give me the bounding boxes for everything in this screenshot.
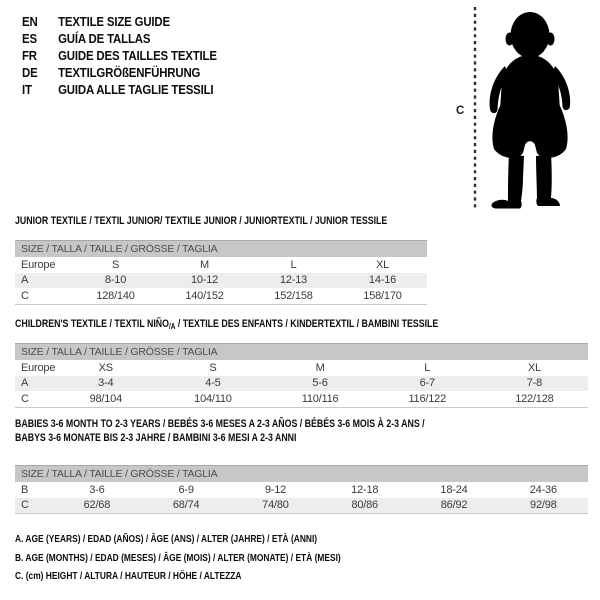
table-cell: 9-12 — [264, 483, 287, 496]
heading-text: / TEXTILE DES ENFANTS / KINDERTEXTIL / BAMBINI TESSILE — [175, 318, 439, 330]
table-cell: 5-6 — [312, 377, 328, 390]
row-label: A — [21, 377, 29, 390]
footnote-height-cm: C. (cm) HEIGHT / ALTURA / HAUTEUR / HÖHE / ALTEZZA — [15, 570, 242, 582]
table-cell: 4-5 — [205, 377, 221, 390]
babies-size-table — [15, 482, 588, 514]
size-header-band: SIZE / TALLA / TAILLE / GRÖSSE / TAGLIA — [15, 343, 588, 360]
lang-title: TEXTILGRÖßENFÜHRUNG — [58, 65, 201, 80]
table-cell: XL — [527, 361, 541, 374]
language-title-list — [22, 13, 243, 98]
table-cell: 110/116 — [301, 392, 339, 405]
table-row — [15, 273, 427, 289]
lang-title: GUIDA ALLE TAGLIE TESSILI — [58, 82, 214, 97]
table-cell: 6-9 — [178, 483, 194, 496]
size-header-band: SIZE / TALLA / TAILLE / GRÖSSE / TAGLIA — [15, 465, 588, 482]
table-cell: 152/158 — [274, 289, 313, 302]
table-cell: 62/68 — [83, 499, 111, 512]
row-label: C — [21, 289, 29, 302]
footnote-legend — [15, 530, 422, 586]
table-cell: 6-7 — [419, 377, 435, 390]
table-cell: M — [200, 258, 209, 271]
row-label: B — [21, 483, 29, 496]
table-cell: XS — [98, 361, 113, 374]
footnote-age-months: B. AGE (MONTHS) / EDAD (MESES) / ÂGE (MOIS) / ALTER (MONATE) / ETÀ (MESI) — [15, 551, 341, 564]
table-cell: 3-4 — [98, 377, 114, 390]
table-row — [15, 482, 588, 498]
table-cell: 74/80 — [262, 499, 289, 512]
lang-code: ES — [22, 31, 37, 46]
lang-code: DE — [22, 65, 38, 80]
heading-line: BABIES 3-6 MONTH TO 2-3 YEARS / BEBÉS 3-6 MESES A 2-3 AÑOS / BÉBÉS 3-6 MOIS À 2-3 ANS / — [15, 418, 425, 430]
size-header-band: SIZE / TALLA / TAILLE / GRÖSSE / TAGLIA — [15, 240, 427, 257]
lang-code: EN — [22, 14, 38, 29]
table-cell: 68/74 — [172, 499, 200, 512]
lang-row-fr — [22, 47, 217, 64]
row-label: Europe — [21, 361, 56, 374]
table-cell: 92/98 — [530, 499, 557, 512]
size-guide-figure — [462, 2, 598, 212]
table-row — [15, 288, 427, 304]
row-label: Europe — [21, 258, 56, 271]
table-cell: 98/104 — [89, 392, 123, 405]
lang-row-es — [22, 30, 217, 47]
table-row — [15, 498, 588, 514]
table-cell: 158/170 — [363, 289, 402, 302]
table-cell: S — [209, 361, 217, 374]
table-cell: 86/92 — [440, 499, 468, 512]
footnote-age-years: A. AGE (YEARS) / EDAD (AÑOS) / ÂGE (ANS) / ALTER (JAHRE) / ETÀ (ANNI) — [15, 533, 318, 545]
childrens-size-table-block — [15, 343, 588, 408]
table-cell: 14-16 — [368, 274, 397, 287]
childrens-section-heading — [15, 318, 438, 331]
junior-size-table-block — [15, 240, 427, 305]
height-measure-label-c: C — [456, 105, 465, 117]
table-cell: M — [315, 361, 325, 374]
lang-code: IT — [22, 82, 32, 97]
row-label: C — [21, 392, 29, 405]
table-row — [15, 391, 588, 407]
row-label: A — [21, 274, 29, 287]
lang-code: FR — [22, 48, 37, 63]
table-row — [15, 376, 588, 392]
table-cell: 104/110 — [194, 392, 232, 405]
junior-size-table — [15, 257, 427, 305]
table-cell: S — [111, 258, 120, 271]
table-cell: L — [290, 258, 297, 271]
lang-row-en — [22, 13, 217, 30]
baby-silhouette-icon — [490, 12, 571, 209]
table-cell: 128/140 — [96, 289, 135, 302]
table-cell: 3-6 — [89, 483, 105, 496]
table-cell: 18-24 — [440, 483, 468, 496]
lang-title: GUIDE DES TAILLES TEXTILE — [58, 48, 217, 63]
table-cell: XL — [375, 258, 390, 271]
childrens-size-table — [15, 360, 588, 408]
lang-title: GUÍA DE TALLAS — [58, 31, 151, 46]
table-cell: 7-8 — [526, 377, 543, 390]
junior-section-heading: JUNIOR TEXTILE / TEXTIL JUNIOR/ TEXTILE JUNIOR / JUNIORTEXTIL / JUNIOR TESSILE — [15, 215, 388, 227]
heading-subscript: /A — [168, 322, 176, 331]
lang-title: TEXTILE SIZE GUIDE — [58, 14, 170, 29]
lang-row-de — [22, 64, 217, 81]
heading-text: CHILDREN'S TEXTILE / TEXTIL NIÑO — [15, 318, 169, 330]
table-row — [15, 257, 427, 273]
table-cell: 80/86 — [351, 499, 378, 512]
table-cell: 140/152 — [185, 289, 224, 302]
table-cell: 12-18 — [351, 483, 379, 496]
table-cell: 8-10 — [104, 274, 127, 287]
lang-row-it — [22, 81, 217, 98]
table-row — [15, 360, 588, 376]
table-cell: 122/128 — [515, 392, 554, 405]
row-label: C — [21, 499, 29, 512]
table-cell: 12-13 — [279, 274, 308, 287]
table-cell: 10-12 — [190, 274, 219, 287]
heading-line: BABYS 3-6 MONATE BIS 2-3 JAHRE / BAMBINI 3-6 MESI A 2-3 ANNI — [15, 431, 297, 444]
babies-section-heading — [15, 418, 425, 445]
table-cell: L — [424, 361, 431, 374]
table-cell: 116/122 — [408, 392, 446, 405]
table-cell: 24-36 — [529, 483, 557, 496]
babies-size-table-block — [15, 465, 588, 514]
